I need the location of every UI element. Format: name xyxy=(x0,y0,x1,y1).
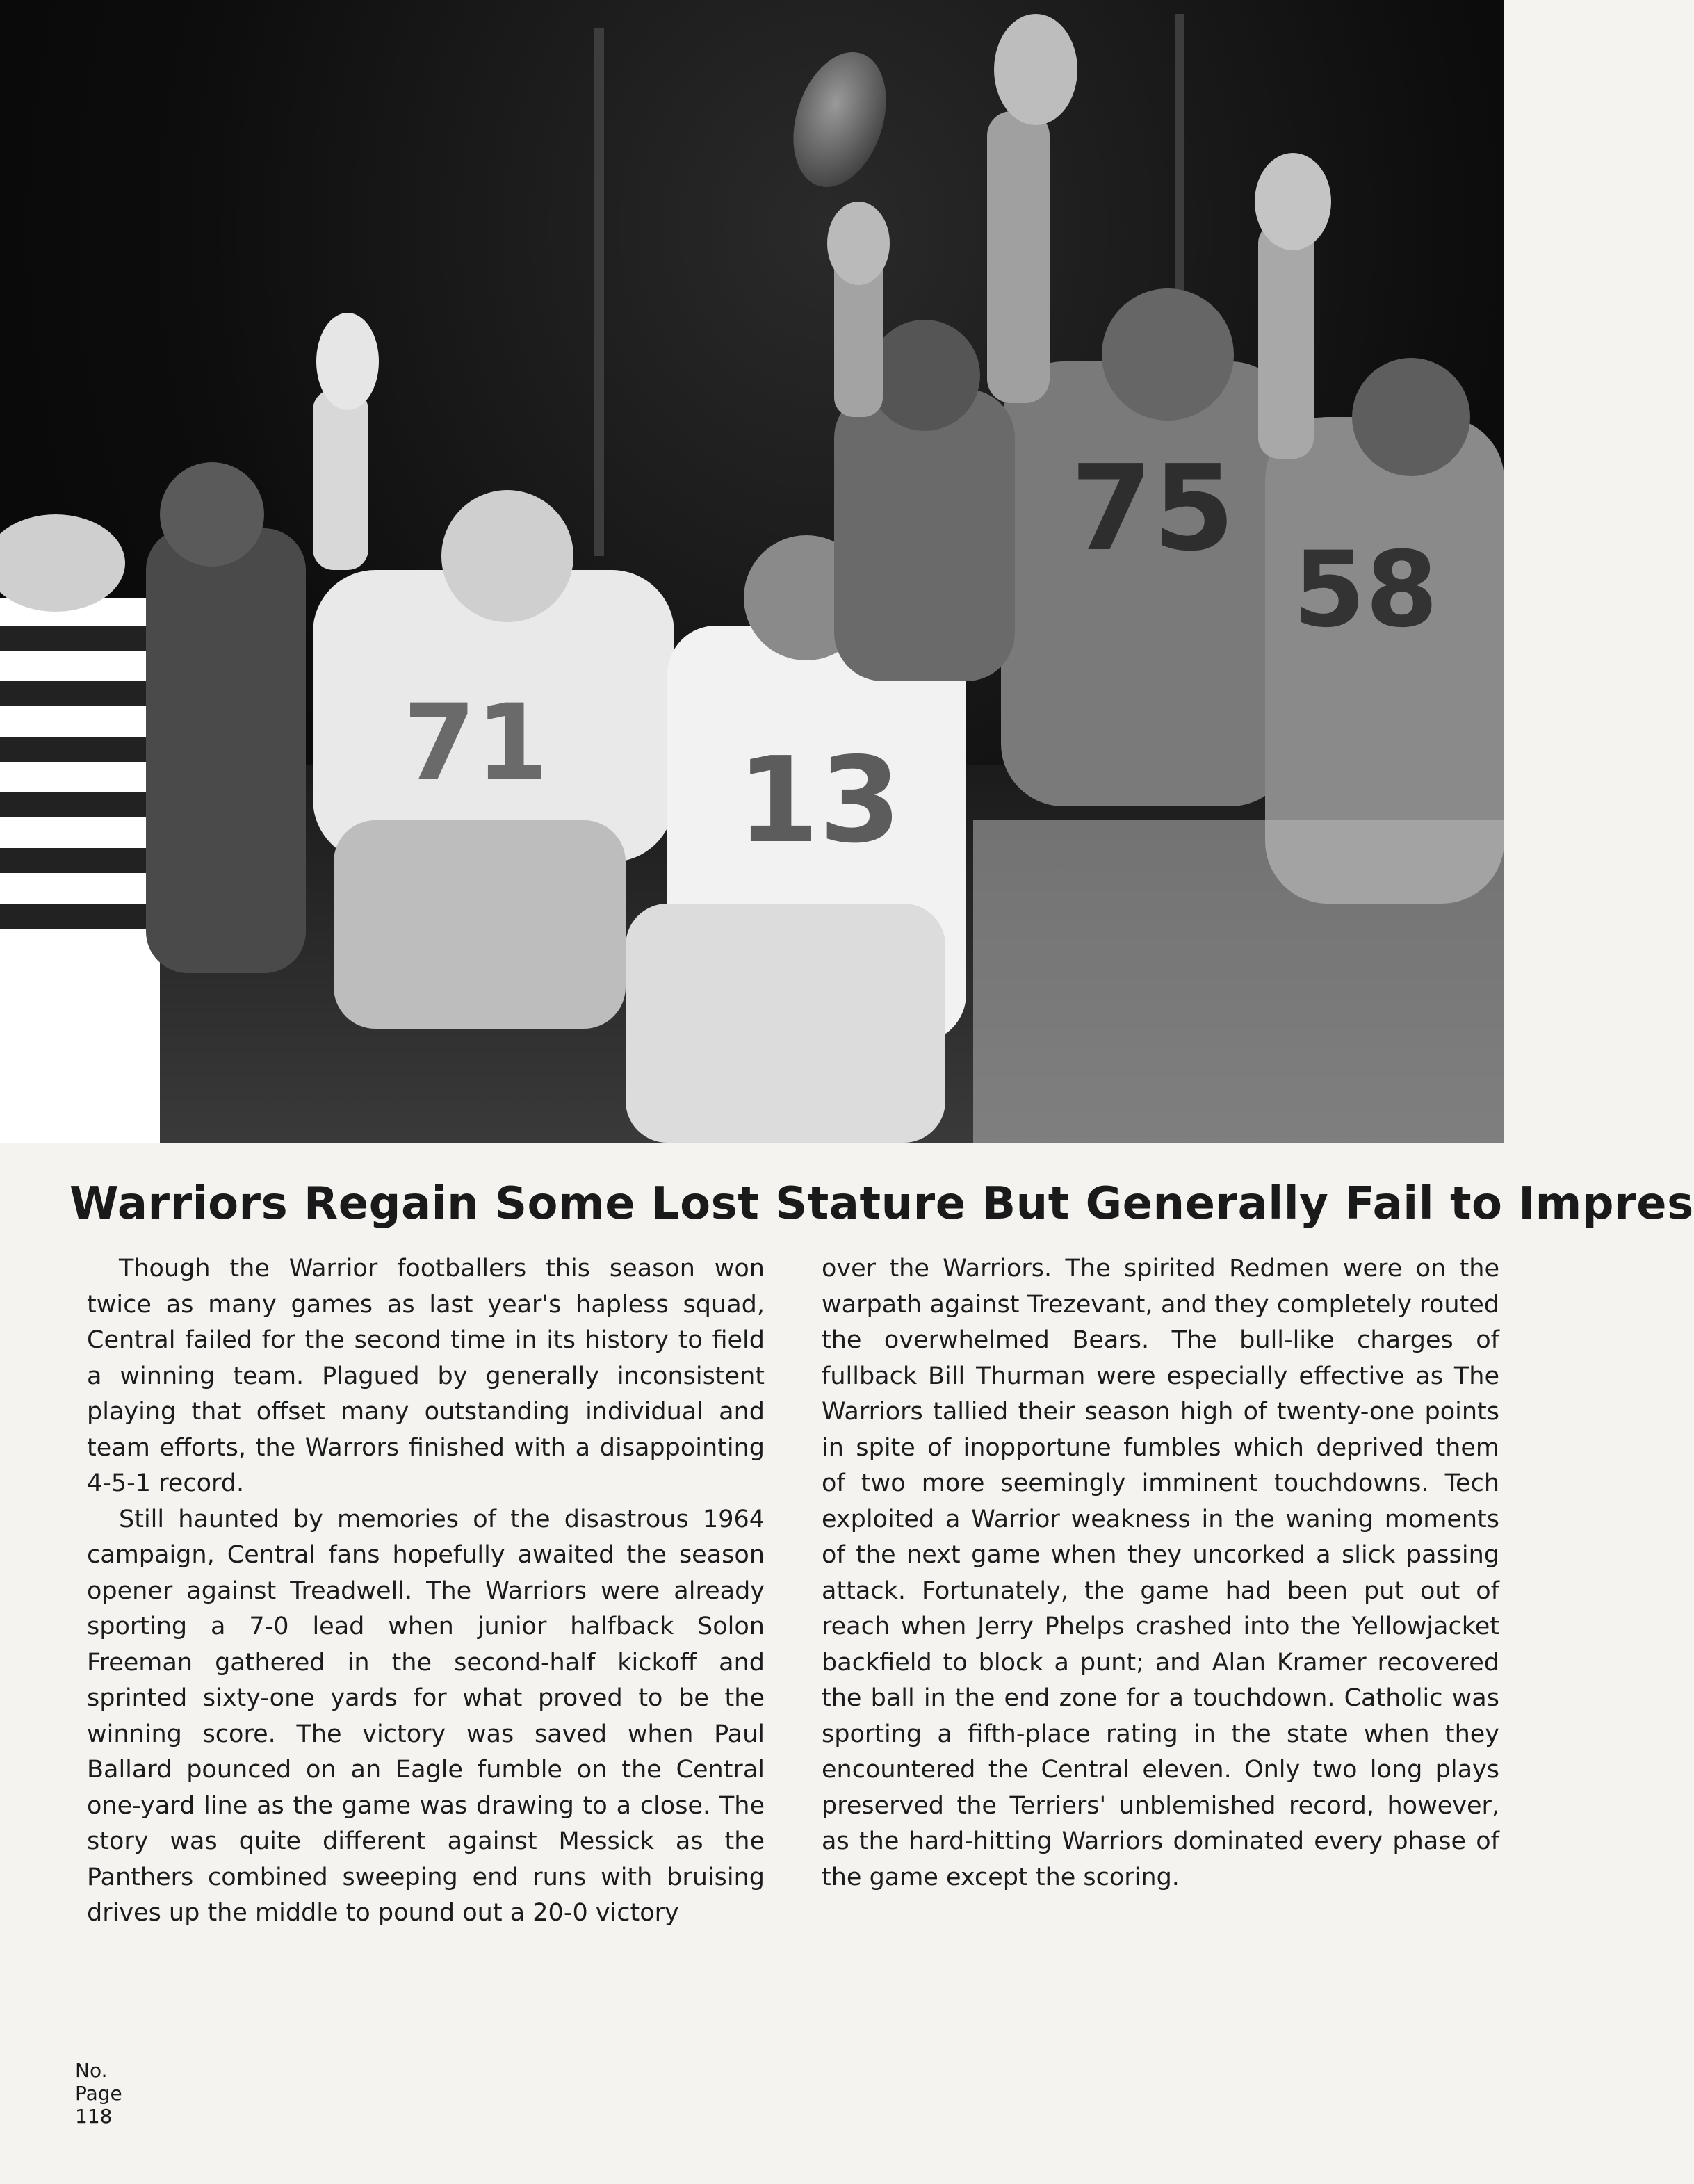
page-number-label-page: Page xyxy=(75,2082,122,2105)
jersey-number-58: 58 xyxy=(1293,530,1438,651)
goal-post-left xyxy=(594,28,604,556)
lineman-pile xyxy=(973,820,1504,1143)
article-paragraph: over the Warriors. The spirited Redmen were on the warpath against Trezevant, and they completely routed the overwhelmed Bears. The bull-like charges of fullback Bill Thurman were especially effective as The Warriors tallied their season high of twenty-one points in spite of inopportune fumbles which deprived them of two more seemingly imminent touchdowns. Tech exploited a Warrior weakness in the waning moments of the next game when they uncorked a slick passing attack. Fortunately, the game had been put out of reach when Jerry Phelps crashed into the Yellowjacket backfield to block a punt; and Alan Kramer recovered the ball in the end zone for a touchdown. Catholic was sporting a fifth-place rating in the state when they encountered the Central eleven. Only two long plays preserved the Terriers' unblemished record, however, as the hard-hitting Warriors dominated every phase of the game except the scoring. xyxy=(822,1255,1499,1891)
player-58 xyxy=(1255,153,1504,904)
referee-figure xyxy=(0,514,160,1143)
football-ball xyxy=(777,40,902,199)
page-number xyxy=(75,2059,122,2128)
article-paragraph: Though the Warrior footballers this season won twice as many games as last year's hapless squad, Central failed for the second time in its history to field a winning team. Plagued by generally inconsistent playing that offset many outstanding individual and team efforts, the Warrors finished with a disappointing 4-5-1 record. xyxy=(87,1255,765,1497)
page-number-value: 118 xyxy=(75,2105,113,2128)
page-number-label-no: No. xyxy=(75,2059,108,2082)
player-75 xyxy=(987,14,1293,806)
football-photo xyxy=(0,0,1504,1143)
jersey-number-71: 71 xyxy=(403,683,548,804)
article-column-right xyxy=(822,1251,1499,1896)
article-paragraph: Still haunted by memories of the disastrous 1964 campaign, Central fans hopefully awaited the season opener against Treadwell. The Warriors were already sporting a 7-0 lead when junior halfback Solon Freeman gathered in the second-half kickoff and sprinted sixty-one yards for what proved to be the winning score. The victory was saved when Paul Ballard pounced on an Eagle fumble on the Central one-yard line as the game was drawing to a close. The story was quite different against Messick as the Panthers combined sweeping end runs with bruising drives up the middle to pound out a 20-0 victory xyxy=(87,1505,765,1927)
player-back-center xyxy=(827,202,1015,681)
article-column-left xyxy=(87,1251,765,1932)
football-scene-illustration xyxy=(0,0,1504,1143)
jersey-number-75: 75 xyxy=(1070,440,1235,578)
jersey-number-13: 13 xyxy=(737,732,902,870)
player-71 xyxy=(313,490,674,1029)
headline: Warriors Regain Some Lost Stature But Generally Fail to Impres xyxy=(70,1178,1694,1230)
